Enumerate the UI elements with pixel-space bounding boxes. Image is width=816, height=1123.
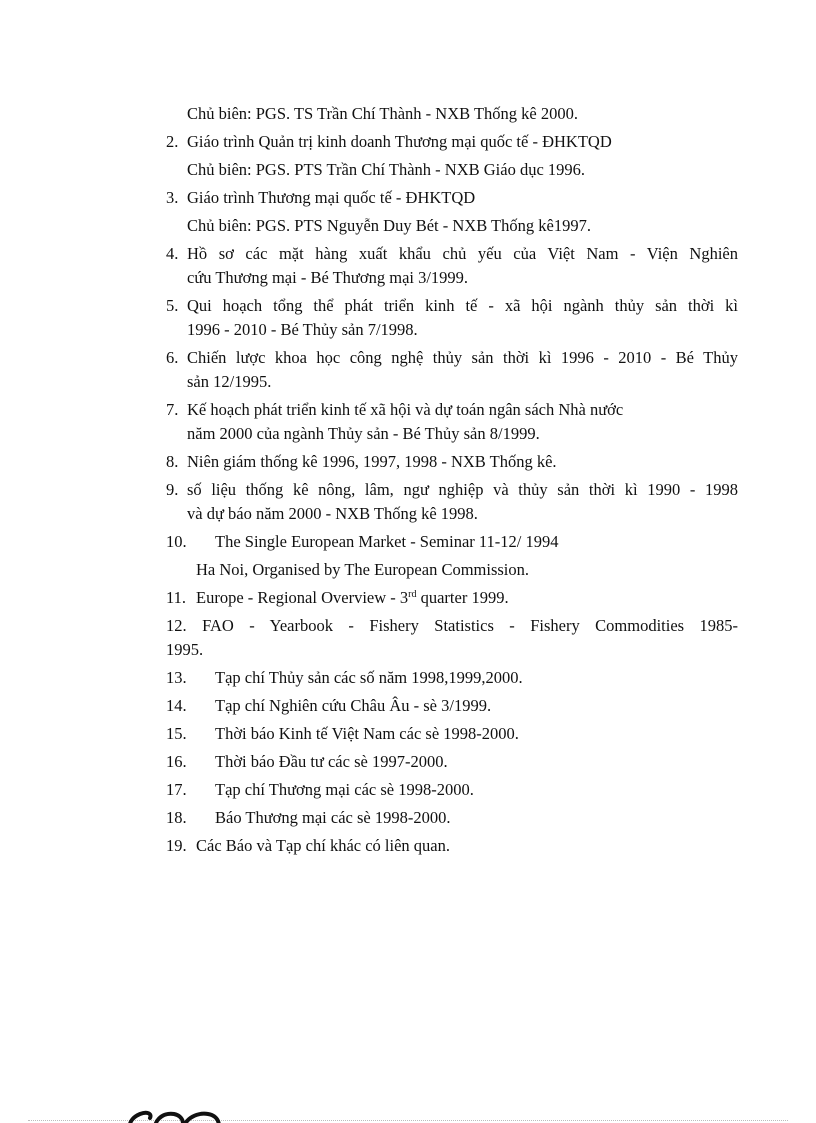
reference-7-line-2: năm 2000 của ngành Thủy sản - Bé Thủy sản 8/1999.	[187, 424, 540, 443]
footer-logo-icon	[122, 1106, 232, 1123]
reference-12-line-1	[166, 616, 738, 636]
ordinal-suffix: rd	[408, 589, 417, 600]
reference-7-number: 7.	[166, 400, 179, 419]
reference-5-number: 5.	[166, 296, 179, 315]
reference-6-line-1: Chiến lược khoa học công nghệ thủy sản thời kì 1996 - 2010 - Bé Thủy	[187, 348, 738, 367]
reference-16-line-1: Thời báo Đầu tư các sè 1997-2000.	[215, 752, 448, 771]
reference-14-line-1: Tạp chí Nghiên cứu Châu Âu - sè 3/1999.	[215, 696, 492, 715]
reference-4-line-1: Hồ sơ các mặt hàng xuất khẩu chủ yếu của Việt Nam - Viện Nghiên	[187, 244, 738, 263]
reference-17-line-1: Tạp chí Thương mại các sè 1998-2000.	[215, 780, 474, 799]
reference-18-number: 18.	[166, 808, 187, 827]
footer-logo-glyph	[122, 1106, 232, 1123]
reference-8-line-1: Niên giám thống kê 1996, 1997, 1998 - NXB Thống kê.	[187, 452, 557, 471]
reference-2-number: 2.	[166, 132, 179, 151]
reference-6-number: 6.	[166, 348, 179, 367]
reference-1-line-2: Chủ biên: PGS. TS Trần Chí Thành - NXB Thống kê 2000.	[187, 104, 578, 123]
reference-17-number: 17.	[166, 780, 187, 799]
reference-11-line-1	[196, 588, 509, 608]
reference-4-line-2: cứu Thương mại - Bé Thương mại 3/1999.	[187, 268, 469, 287]
reference-12-line-2: 1995.	[166, 640, 204, 659]
reference-3-number: 3.	[166, 188, 179, 207]
reference-2-line-1: Giáo trình Quản trị kinh doanh Thương mại quốc tế - ĐHKTQD	[187, 132, 612, 151]
reference-11-text: Europe - Regional Overview - 3	[196, 588, 409, 607]
reference-3-line-2: Chủ biên: PGS. PTS Nguyễn Duy Bét - NXB Thống kê1997.	[187, 216, 591, 235]
reference-13-number: 13.	[166, 668, 187, 687]
reference-4-number: 4.	[166, 244, 179, 263]
reference-5-line-2: 1996 - 2010 - Bé Thủy sản 7/1998.	[187, 320, 418, 339]
reference-11-number: 11.	[166, 588, 187, 607]
reference-14-number: 14.	[166, 696, 187, 715]
reference-9-number: 9.	[166, 480, 179, 499]
reference-11-text-end: quarter 1999.	[416, 588, 509, 607]
reference-10-number: 10.	[166, 532, 187, 551]
reference-5-line-1: Qui hoạch tổng thể phát triển kinh tế - xã hội ngành thủy sản thời kì	[187, 296, 738, 315]
reference-12-text: FAO - Yearbook - Fishery Statistics - Fishery Commodities 1985-	[202, 616, 738, 635]
reference-18-line-1: Báo Thương mại các sè 1998-2000.	[215, 808, 451, 827]
reference-19-number: 19.	[166, 836, 187, 855]
reference-2-line-2: Chủ biên: PGS. PTS Trần Chí Thành - NXB Giáo dục 1996.	[187, 160, 586, 179]
reference-12-number: 12.	[166, 616, 187, 635]
reference-15-number: 15.	[166, 724, 187, 743]
reference-10-line-2: Ha Noi, Organised by The European Commission.	[196, 560, 530, 579]
reference-13-line-1: Tạp chí Thủy sản các số năm 1998,1999,2000.	[215, 668, 523, 687]
reference-9-line-2: và dự báo năm 2000 - NXB Thống kê 1998.	[187, 504, 478, 523]
reference-3-line-1: Giáo trình Thương mại quốc tế - ĐHKTQD	[187, 188, 476, 207]
reference-6-line-2: sản 12/1995.	[187, 372, 272, 391]
reference-7-line-1: Kế hoạch phát triển kinh tế xã hội và dự toán ngân sách Nhà nước	[187, 400, 624, 419]
reference-19-line-1: Các Báo và Tạp chí khác có liên quan.	[196, 836, 450, 855]
reference-8-number: 8.	[166, 452, 179, 471]
reference-15-line-1: Thời báo Kinh tế Việt Nam các sè 1998-2000.	[215, 724, 519, 743]
reference-16-number: 16.	[166, 752, 187, 771]
reference-10-line-1: The Single European Market - Seminar 11-12/ 1994	[215, 532, 559, 551]
reference-9-line-1: số liệu thống kê nông, lâm, ngư nghiệp và thủy sản thời kì 1990 - 1998	[187, 480, 738, 499]
